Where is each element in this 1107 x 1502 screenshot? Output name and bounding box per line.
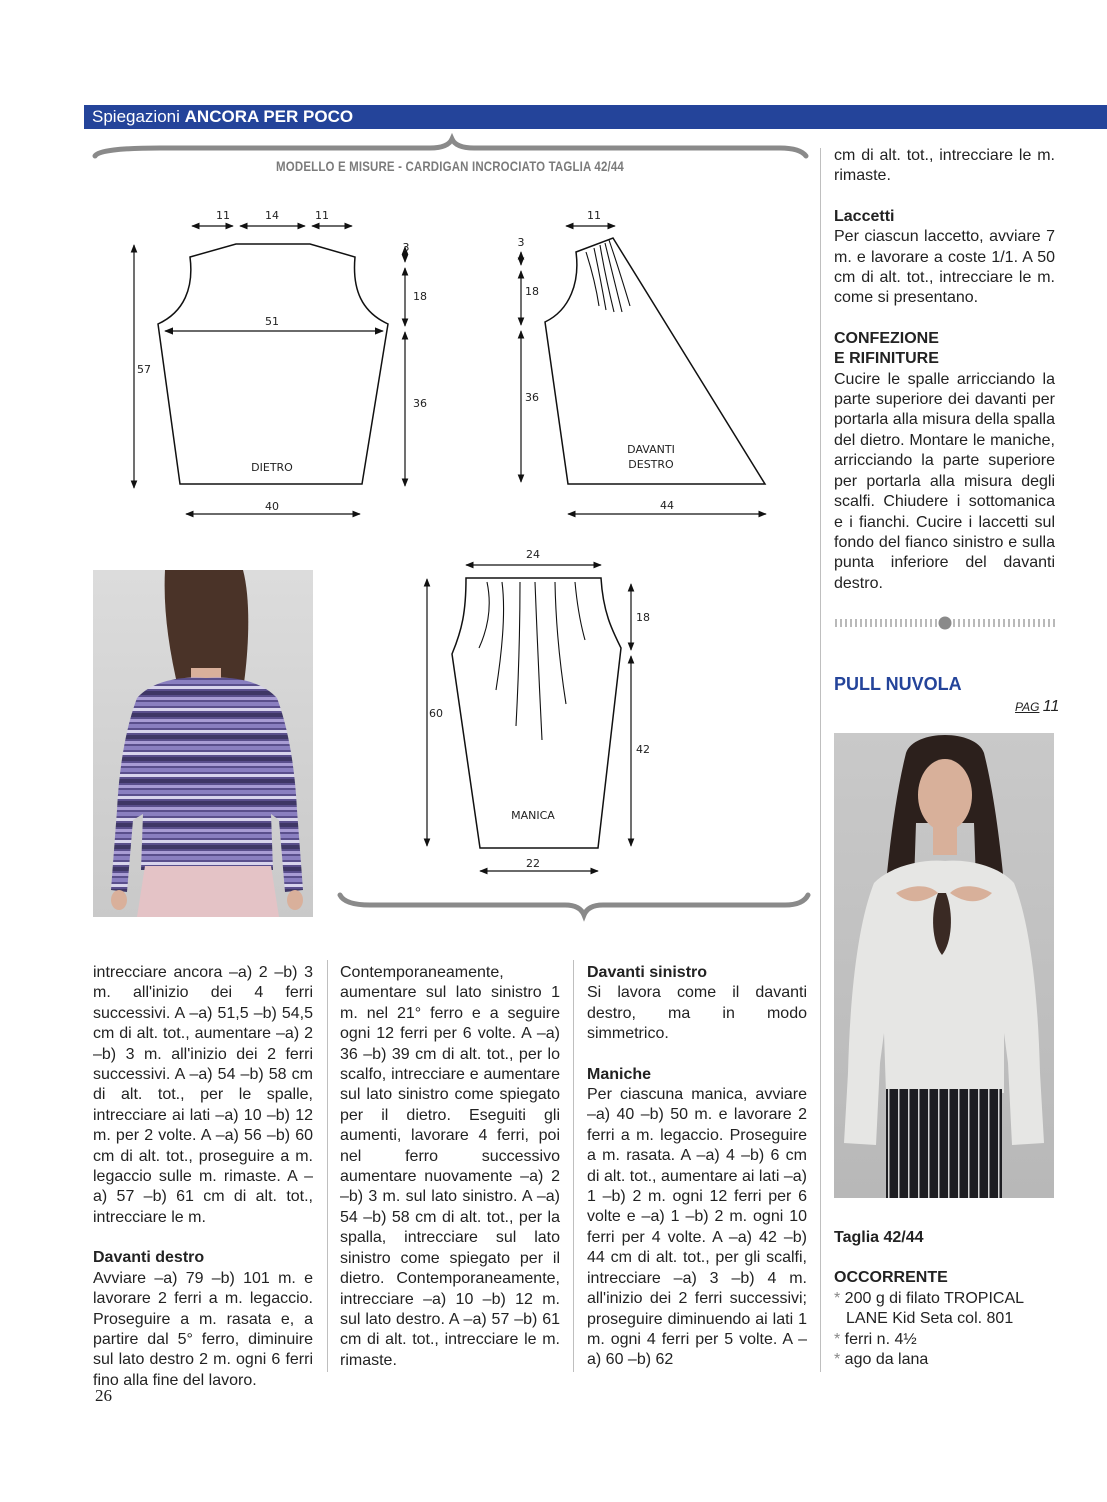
page-number: 26 [95, 1386, 112, 1405]
pull-nuvola-photo [834, 733, 1054, 1198]
heading-occorrente: OCCORRENTE [834, 1269, 948, 1287]
section-divider [834, 616, 1056, 630]
davanti-dim-shoulder: 3 [517, 236, 525, 249]
column-divider-3 [820, 148, 821, 1372]
davanti-sinistro-text: Si lavora come il davanti destro, ma in modo simmetrico. [587, 984, 807, 1043]
bracket-bottom [340, 895, 808, 915]
davanti-dim-top: 11 [587, 209, 601, 222]
davanti-dim-body: 36 [525, 391, 539, 404]
heading-confezione-1: CONFEZIONE [834, 329, 939, 347]
manica-dim-top: 24 [526, 548, 540, 561]
dietro-dim-width: 51 [265, 315, 279, 328]
taglia-heading: Taglia 42/44 [834, 1229, 924, 1246]
text-column-1 [93, 963, 313, 1391]
laccetti-text: Per ciascun laccetto, avviare 7 m. e lavorare a coste 1/1. A 50 cm di alt. tot., intrecciare le m. come si presentano. [834, 228, 1055, 307]
section-title: ANCORA PER POCO [184, 107, 354, 126]
figure-title: MODELLO E MISURE - CARDIGAN INCROCIATO TAGLIA 42/44 [276, 158, 624, 174]
occorrente-item: * 200 g di filato TROPICAL LANE Kid Seta col. 801 [834, 1289, 1024, 1328]
column-divider-2 [573, 960, 574, 1372]
occorrente-item: * ago da lana [834, 1351, 929, 1369]
heading-maniche: Maniche [587, 1065, 652, 1083]
page-reference [1015, 698, 1059, 716]
dietro-dim-armhole: 18 [413, 290, 427, 303]
maniche-text: Per ciascuna manica, avviare –a) 40 –b) 50 m. e lavorare 2 ferri a m. legaccio. Proseguire a m. rasata. A –a) 4 –b) 6 cm di alt. tot., aumentare ai lati –a) 1 –b) 2 m. ogni 12 ferri per 6 volte e –a) 1 –b) 2 m. ogni 10 ferri per 4 volte. A –a) 42 –b) 44 cm di alt. tot., per gli scalfi, intrecciare –a) 3 –b) 4 m. all'inizio dei 2 ferri successivi; proseguire diminuendo ai lati 1 m. ogni 4 ferri per 5 volte. A –a) 60 –b) 62 [587, 1086, 807, 1369]
davanti-destro-text: Avviare –a) 79 –b) 101 m. e lavorare 2 ferri a m. legaccio. Proseguire a m. rasata e, a partire dal 5° ferro, diminuire sul lato destro 2 m. ogni 6 ferri fino alla fine del lavoro. [93, 1269, 313, 1389]
cardigan-photo [93, 570, 313, 917]
occorrente-item: * ferri n. 4½ [834, 1330, 917, 1348]
davanti-dim-bottom: 44 [660, 499, 674, 512]
text-column-3 [587, 963, 807, 1371]
manica-label: MANICA [511, 809, 555, 822]
section-label: Spiegazioni [92, 107, 180, 126]
page-reference-label: PAG [1015, 700, 1040, 714]
davanti-label-2: DESTRO [628, 458, 674, 471]
occorrente-block [834, 1228, 1055, 1370]
davanti-label-1: DAVANTI [627, 443, 675, 456]
manica-dim-bottom: 22 [526, 857, 540, 870]
heading-davanti-sinistro: Davanti sinistro [587, 964, 708, 981]
heading-davanti-destro: Davanti destro [93, 1249, 205, 1267]
heading-laccetti: Laccetti [834, 207, 895, 225]
page-reference-number: 11 [1042, 698, 1060, 715]
heading-confezione-2: E RIFINITURE [834, 350, 939, 368]
dietro-outline [158, 244, 388, 484]
dietro-dim-top-left: 11 [216, 209, 230, 222]
dietro-dim-bottom: 40 [265, 500, 279, 513]
pull-nuvola-title: PULL NUVOLA [834, 674, 962, 694]
davanti-dim-armhole: 18 [525, 285, 539, 298]
maniche-text-continued: cm di alt. tot., intrecciare le m. rimaste. [834, 147, 1055, 185]
column-divider-1 [327, 960, 328, 1372]
dietro-label: DIETRO [251, 461, 293, 474]
dietro-dim-height: 57 [137, 363, 151, 376]
bracket-top [95, 139, 806, 156]
manica-dim-cap: 18 [636, 611, 650, 624]
confezione-text: Cucire le spalle arricciando la parte superiore dei davanti per portarla alla misura della spalla del dietro. Montare le maniche, arricciando la parte superiore per portarla alla misura degli scalfi. Chiudere i sottomanica e i fianchi. Cucire i laccetti sul fondo del fianco sinistro e sulla punta inferiore del davanti destro. [834, 370, 1055, 592]
davanti-destro-text-continued: Contemporaneamente, aumentare sul lato sinistro 1 m. nel 21° ferro e a seguire ogni 12 ferri per 6 volte. A –a) 36 –b) 39 cm di alt. tot., per lo scalfo, intrecciare e aumentare sul lato sinistro come spiegato per il dietro. Eseguiti gli aumenti, lavorare 4 ferri, poi nel ferro successivo aumentare nuovamente –a) 2 –b) 3 m. sul lato sinistro. A –a) 54 –b) 58 cm di alt. tot., per la spalla, intrecciare sul lato sinistro come spiegato per il dietro. Contemporaneamente, intrecciare –a) 10 –b) 12 m. sul lato destro. A –a) 57 –b) 61 cm di alt. tot., intrecciare le m. rimaste. [340, 964, 560, 1369]
manica-dim-length: 60 [429, 707, 443, 720]
dietro-text-continued: intrecciare ancora –a) 2 –b) 3 m. all'inizio dei 4 ferri successivi. A –a) 51,5 –b) 54,5 cm di alt. tot., aumentare –a) 2 –b) 3 m. all'inizio dei 2 ferri successivi. A –a) 54 –b) 58 cm di alt. tot., per le spalle, intrecciare ai lati –a) 10 –b) 12 m. per 2 volte. A –a) 56 –b) 60 cm di alt. tot., proseguire a m. legaccio sulle m. rimaste. A –a) 57 –b) 61 cm di alt. tot., intrecciare le m. [93, 964, 313, 1226]
dietro-dim-top-right: 11 [315, 209, 329, 222]
dietro-dim-body: 36 [413, 397, 427, 410]
manica-dim-lower: 42 [636, 743, 650, 756]
dietro-dim-shoulder: 3 [402, 241, 410, 254]
dietro-dim-top-mid: 14 [265, 209, 279, 222]
text-column-2 [340, 963, 560, 1371]
text-column-4 [834, 146, 1055, 594]
